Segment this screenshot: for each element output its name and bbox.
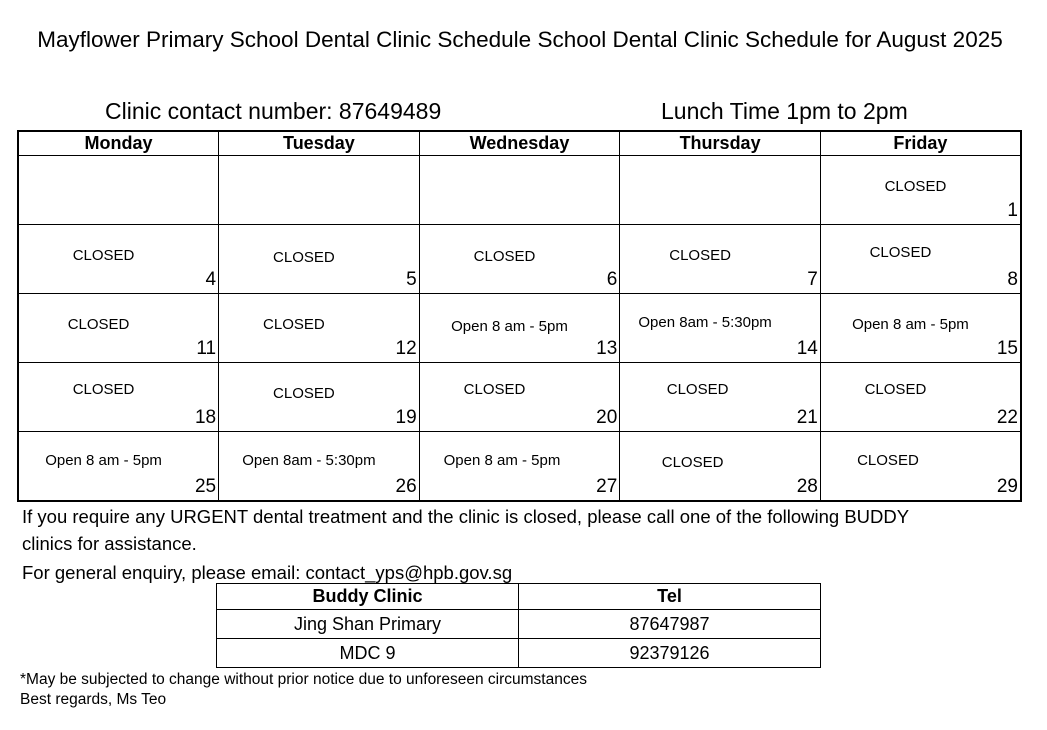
day-status: CLOSED bbox=[72, 381, 135, 398]
day-number: 29 bbox=[996, 476, 1018, 497]
page-title: Mayflower Primary School Dental Clinic Schedule School Dental Clinic Schedule for August 2025 bbox=[37, 27, 1003, 52]
day-number: 19 bbox=[395, 407, 417, 428]
day-number: 11 bbox=[196, 338, 217, 359]
calendar-day-cell bbox=[820, 363, 1021, 432]
day-status: CLOSED bbox=[857, 452, 919, 469]
day-number: 22 bbox=[996, 407, 1018, 428]
day-status: CLOSED bbox=[864, 381, 927, 398]
day-status: CLOSED bbox=[273, 249, 335, 266]
day-status: CLOSED bbox=[869, 244, 932, 261]
day-status: CLOSED bbox=[273, 385, 335, 402]
calendar-day-cell bbox=[620, 156, 821, 225]
calendar-week-5 bbox=[18, 432, 1021, 502]
day-number: 14 bbox=[796, 338, 818, 359]
day-status: CLOSED bbox=[666, 381, 729, 398]
day-status: CLOSED bbox=[72, 247, 135, 264]
buddy-clinic-tel: 87647987 bbox=[519, 610, 821, 639]
day-number: 6 bbox=[606, 269, 618, 290]
calendar-day-cell bbox=[620, 294, 821, 363]
day-number: 26 bbox=[395, 476, 417, 497]
buddy-clinic-table bbox=[216, 583, 821, 668]
buddy-clinic-header: Buddy Clinic bbox=[217, 584, 519, 610]
table-row bbox=[217, 610, 821, 639]
calendar-day-cell bbox=[820, 294, 1021, 363]
email-note: For general enquiry, please email: contact_yps@hpb.gov.sg bbox=[22, 562, 513, 583]
day-status: CLOSED bbox=[473, 248, 536, 265]
day-number: 18 bbox=[194, 407, 217, 428]
calendar-day-cell bbox=[219, 156, 420, 225]
day-status: CLOSED bbox=[661, 454, 724, 471]
day-number: 4 bbox=[205, 269, 217, 290]
calendar-week-2 bbox=[18, 225, 1021, 294]
day-number: 5 bbox=[406, 269, 417, 290]
buddy-clinic-name: Jing Shan Primary bbox=[217, 610, 519, 639]
calendar-day-cell bbox=[219, 294, 420, 363]
buddy-header-row bbox=[217, 584, 821, 610]
calendar-week-3 bbox=[18, 294, 1021, 363]
weekday-header-row bbox=[18, 131, 1021, 156]
tel-header: Tel bbox=[519, 584, 821, 610]
weekday-wednesday: Wednesday bbox=[419, 131, 620, 156]
day-number: 13 bbox=[596, 338, 618, 359]
day-status: Open 8 am - 5pm bbox=[443, 452, 561, 469]
day-number: 25 bbox=[194, 476, 217, 497]
calendar-day-cell bbox=[820, 225, 1021, 294]
calendar-day-cell bbox=[18, 432, 219, 502]
schedule-calendar bbox=[17, 130, 1022, 502]
day-number: 27 bbox=[596, 476, 618, 497]
weekday-thursday: Thursday bbox=[620, 131, 821, 156]
day-status: CLOSED bbox=[884, 178, 947, 195]
day-number: 7 bbox=[807, 269, 818, 290]
table-row bbox=[217, 639, 821, 668]
signoff: Best regards, Ms Teo bbox=[20, 691, 167, 708]
day-status: Open 8 am - 5pm bbox=[45, 452, 162, 469]
lunch-time: Lunch Time 1pm to 2pm bbox=[661, 98, 908, 124]
day-number: 20 bbox=[596, 407, 618, 428]
day-status: CLOSED bbox=[263, 316, 325, 333]
day-number: 1 bbox=[1007, 200, 1018, 221]
calendar-day-cell bbox=[820, 432, 1021, 502]
calendar-day-cell bbox=[419, 156, 620, 225]
day-status: Open 8 am - 5pm bbox=[852, 316, 969, 333]
day-status: Open 8am - 5:30pm bbox=[638, 314, 772, 331]
urgent-note-line-1: If you require any URGENT dental treatment and the clinic is closed, please call one of the following BUDDY bbox=[22, 506, 910, 527]
day-number: 28 bbox=[796, 476, 818, 497]
calendar-week-4 bbox=[18, 363, 1021, 432]
day-status: Open 8 am - 5pm bbox=[451, 318, 568, 335]
calendar-day-cell bbox=[820, 156, 1021, 225]
buddy-clinic-name: MDC 9 bbox=[217, 639, 519, 668]
urgent-note-line-2: clinics for assistance. bbox=[22, 533, 197, 554]
day-status: CLOSED bbox=[463, 381, 526, 398]
weekday-tuesday: Tuesday bbox=[219, 131, 420, 156]
day-number: 8 bbox=[1007, 269, 1018, 290]
calendar-day-cell bbox=[18, 156, 219, 225]
day-status: Open 8am - 5:30pm bbox=[242, 452, 376, 469]
day-status: CLOSED bbox=[669, 247, 731, 264]
day-status: CLOSED bbox=[67, 316, 130, 333]
day-number: 12 bbox=[395, 338, 417, 359]
day-number: 15 bbox=[996, 338, 1018, 359]
calendar-week-1 bbox=[18, 156, 1021, 225]
buddy-clinic-tel: 92379126 bbox=[519, 639, 821, 668]
weekday-monday: Monday bbox=[18, 131, 219, 156]
weekday-friday: Friday bbox=[820, 131, 1021, 156]
disclaimer: *May be subjected to change without prior notice due to unforeseen circumstances bbox=[20, 671, 587, 688]
day-number: 21 bbox=[796, 407, 818, 428]
clinic-contact-number: Clinic contact number: 87649489 bbox=[105, 98, 442, 124]
